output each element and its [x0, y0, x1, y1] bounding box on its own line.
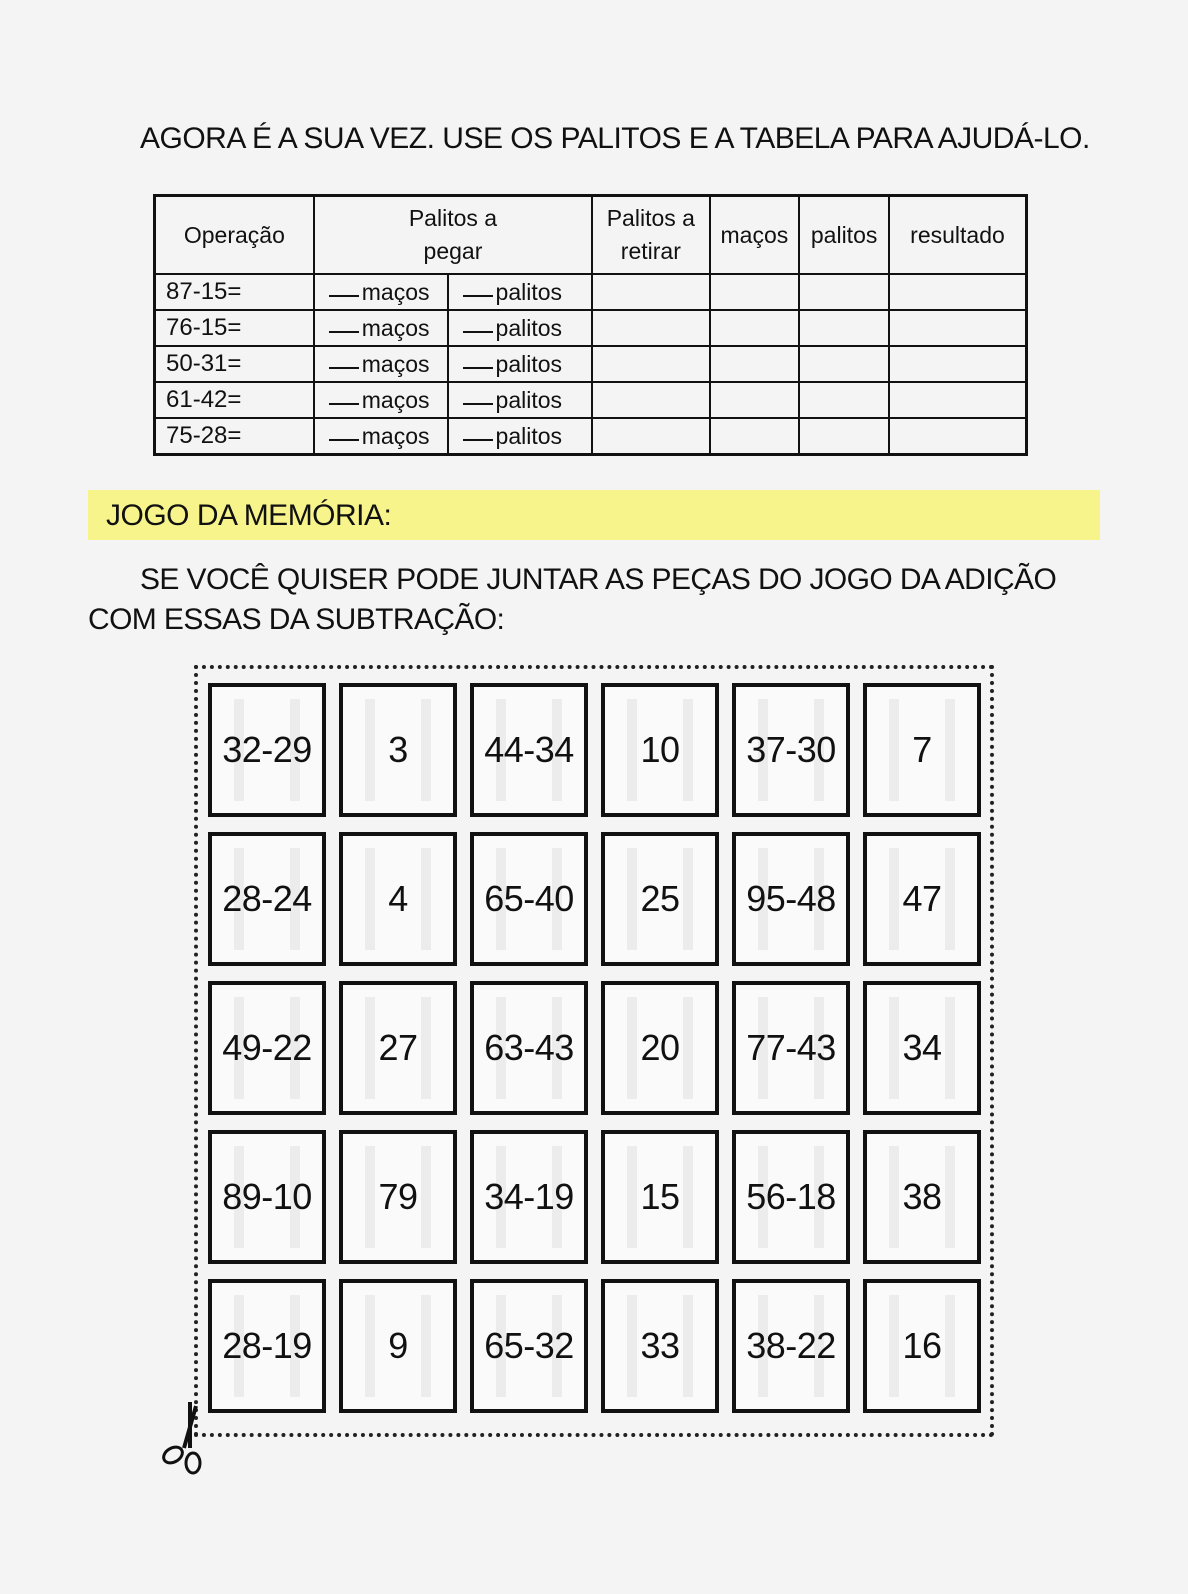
macos-cell[interactable] [710, 382, 800, 418]
memory-card-text: 20 [640, 1027, 680, 1068]
palitos-cell[interactable] [799, 346, 889, 382]
memory-card-text: 33 [640, 1325, 680, 1366]
memory-card-text: 7 [912, 729, 932, 770]
memory-card-text: 25 [640, 878, 680, 919]
retirar-cell[interactable] [592, 274, 709, 310]
memory-card-text: 65-40 [484, 878, 574, 919]
memory-card [732, 981, 850, 1115]
memory-card-text: 38-22 [746, 1325, 836, 1366]
memory-card-text: 32-29 [222, 729, 312, 770]
memory-card-text: 28-19 [222, 1325, 312, 1366]
memory-card-text: 37-30 [746, 729, 836, 770]
memory-card [732, 1279, 850, 1413]
memory-card [601, 981, 719, 1115]
memory-card [470, 832, 588, 966]
memory-card-text: 63-43 [484, 1027, 574, 1068]
memory-card [732, 832, 850, 966]
memory-card-text: 34 [902, 1027, 942, 1068]
operation-cell: 87-15= [155, 274, 314, 310]
scissors-icon [160, 1400, 214, 1476]
macos-input-cell[interactable]: maços [314, 274, 448, 310]
macos-input-cell[interactable]: maços [314, 382, 448, 418]
memory-card [863, 832, 981, 966]
operation-cell: 61-42= [155, 382, 314, 418]
memory-card-text: 38 [902, 1176, 942, 1217]
header-palitos: palitos [799, 196, 889, 275]
memory-card-text: 3 [388, 729, 408, 770]
palitos-input-cell[interactable]: palitos [448, 274, 593, 310]
memory-card-text: 89-10 [222, 1176, 312, 1217]
memory-card-text: 77-43 [746, 1027, 836, 1068]
macos-input-cell[interactable]: maços [314, 418, 448, 455]
memory-card [863, 1279, 981, 1413]
memory-card [601, 683, 719, 817]
header-resultado: resultado [889, 196, 1027, 275]
memory-card [208, 1279, 326, 1413]
memory-card-text: 27 [378, 1027, 418, 1068]
memory-card [732, 1130, 850, 1264]
resultado-cell[interactable] [889, 346, 1027, 382]
memory-card-text: 47 [902, 878, 942, 919]
memory-card-text: 56-18 [746, 1176, 836, 1217]
memory-card-text: 95-48 [746, 878, 836, 919]
memory-card [339, 1130, 457, 1264]
header-operacao: Operação [155, 196, 314, 275]
memory-card [470, 683, 588, 817]
memory-card [339, 683, 457, 817]
macos-cell[interactable] [710, 418, 800, 455]
memory-card-text: 15 [640, 1176, 680, 1217]
palitos-cell[interactable] [799, 274, 889, 310]
memory-card [339, 981, 457, 1115]
section-title: JOGO DA MEMÓRIA: [106, 499, 392, 532]
palitos-input-cell[interactable]: palitos [448, 310, 593, 346]
memory-card [601, 832, 719, 966]
macos-cell[interactable] [710, 310, 800, 346]
header-macos: maços [710, 196, 800, 275]
paragraph-line-2: COM ESSAS DA SUBTRAÇÃO: [88, 603, 505, 636]
resultado-cell[interactable] [889, 382, 1027, 418]
operation-cell: 50-31= [155, 346, 314, 382]
retirar-cell[interactable] [592, 418, 709, 455]
memory-card-text: 10 [640, 729, 680, 770]
retirar-cell[interactable] [592, 382, 709, 418]
memory-card-text: 49-22 [222, 1027, 312, 1068]
table-row [155, 346, 1027, 382]
memory-card [208, 981, 326, 1115]
memory-card [208, 683, 326, 817]
palitos-input-cell[interactable]: palitos [448, 418, 593, 455]
header-palitos-retirar: Palitos a retirar [592, 196, 709, 275]
memory-card [601, 1130, 719, 1264]
memory-card-text: 44-34 [484, 729, 574, 770]
resultado-cell[interactable] [889, 274, 1027, 310]
macos-cell[interactable] [710, 346, 800, 382]
table-header-row [155, 196, 1027, 275]
operations-table [153, 194, 1028, 456]
memory-card-text: 16 [902, 1325, 942, 1366]
table-row [155, 418, 1027, 455]
retirar-cell[interactable] [592, 346, 709, 382]
memory-card [863, 1130, 981, 1264]
operation-cell: 76-15= [155, 310, 314, 346]
macos-cell[interactable] [710, 274, 800, 310]
memory-card-grid [208, 683, 981, 1413]
memory-card [470, 1279, 588, 1413]
header-palitos-pegar: Palitos a pegar [314, 196, 592, 275]
memory-card [863, 683, 981, 817]
resultado-cell[interactable] [889, 310, 1027, 346]
paragraph-line-1: SE VOCÊ QUISER PODE JUNTAR AS PEÇAS DO JOGO DA ADIÇÃO [140, 563, 1057, 596]
memory-card [208, 832, 326, 966]
memory-card [208, 1130, 326, 1264]
retirar-cell[interactable] [592, 310, 709, 346]
instruction-paragraph [88, 560, 1108, 640]
palitos-input-cell[interactable]: palitos [448, 382, 593, 418]
palitos-cell[interactable] [799, 382, 889, 418]
table-row [155, 274, 1027, 310]
cut-out-area [194, 665, 994, 1437]
memory-card [863, 981, 981, 1115]
section-band [88, 490, 1100, 540]
memory-card [339, 1279, 457, 1413]
macos-input-cell[interactable]: maços [314, 310, 448, 346]
memory-card-text: 65-32 [484, 1325, 574, 1366]
memory-card [339, 832, 457, 966]
instruction-text: AGORA É A SUA VEZ. USE OS PALITOS E A TABELA PARA AJUDÁ-LO. [140, 122, 1090, 155]
memory-card [470, 981, 588, 1115]
palitos-input-cell[interactable]: palitos [448, 346, 593, 382]
memory-card-text: 34-19 [484, 1176, 574, 1217]
memory-card [732, 683, 850, 817]
resultado-cell[interactable] [889, 418, 1027, 455]
palitos-cell[interactable] [799, 310, 889, 346]
macos-input-cell[interactable]: maços [314, 346, 448, 382]
memory-card-text: 79 [378, 1176, 418, 1217]
memory-card [470, 1130, 588, 1264]
operation-cell: 75-28= [155, 418, 314, 455]
table-row [155, 310, 1027, 346]
memory-card [601, 1279, 719, 1413]
memory-card-text: 4 [388, 878, 408, 919]
palitos-cell[interactable] [799, 418, 889, 455]
memory-card-text: 9 [388, 1325, 408, 1366]
memory-card-text: 28-24 [222, 878, 312, 919]
table-row [155, 382, 1027, 418]
